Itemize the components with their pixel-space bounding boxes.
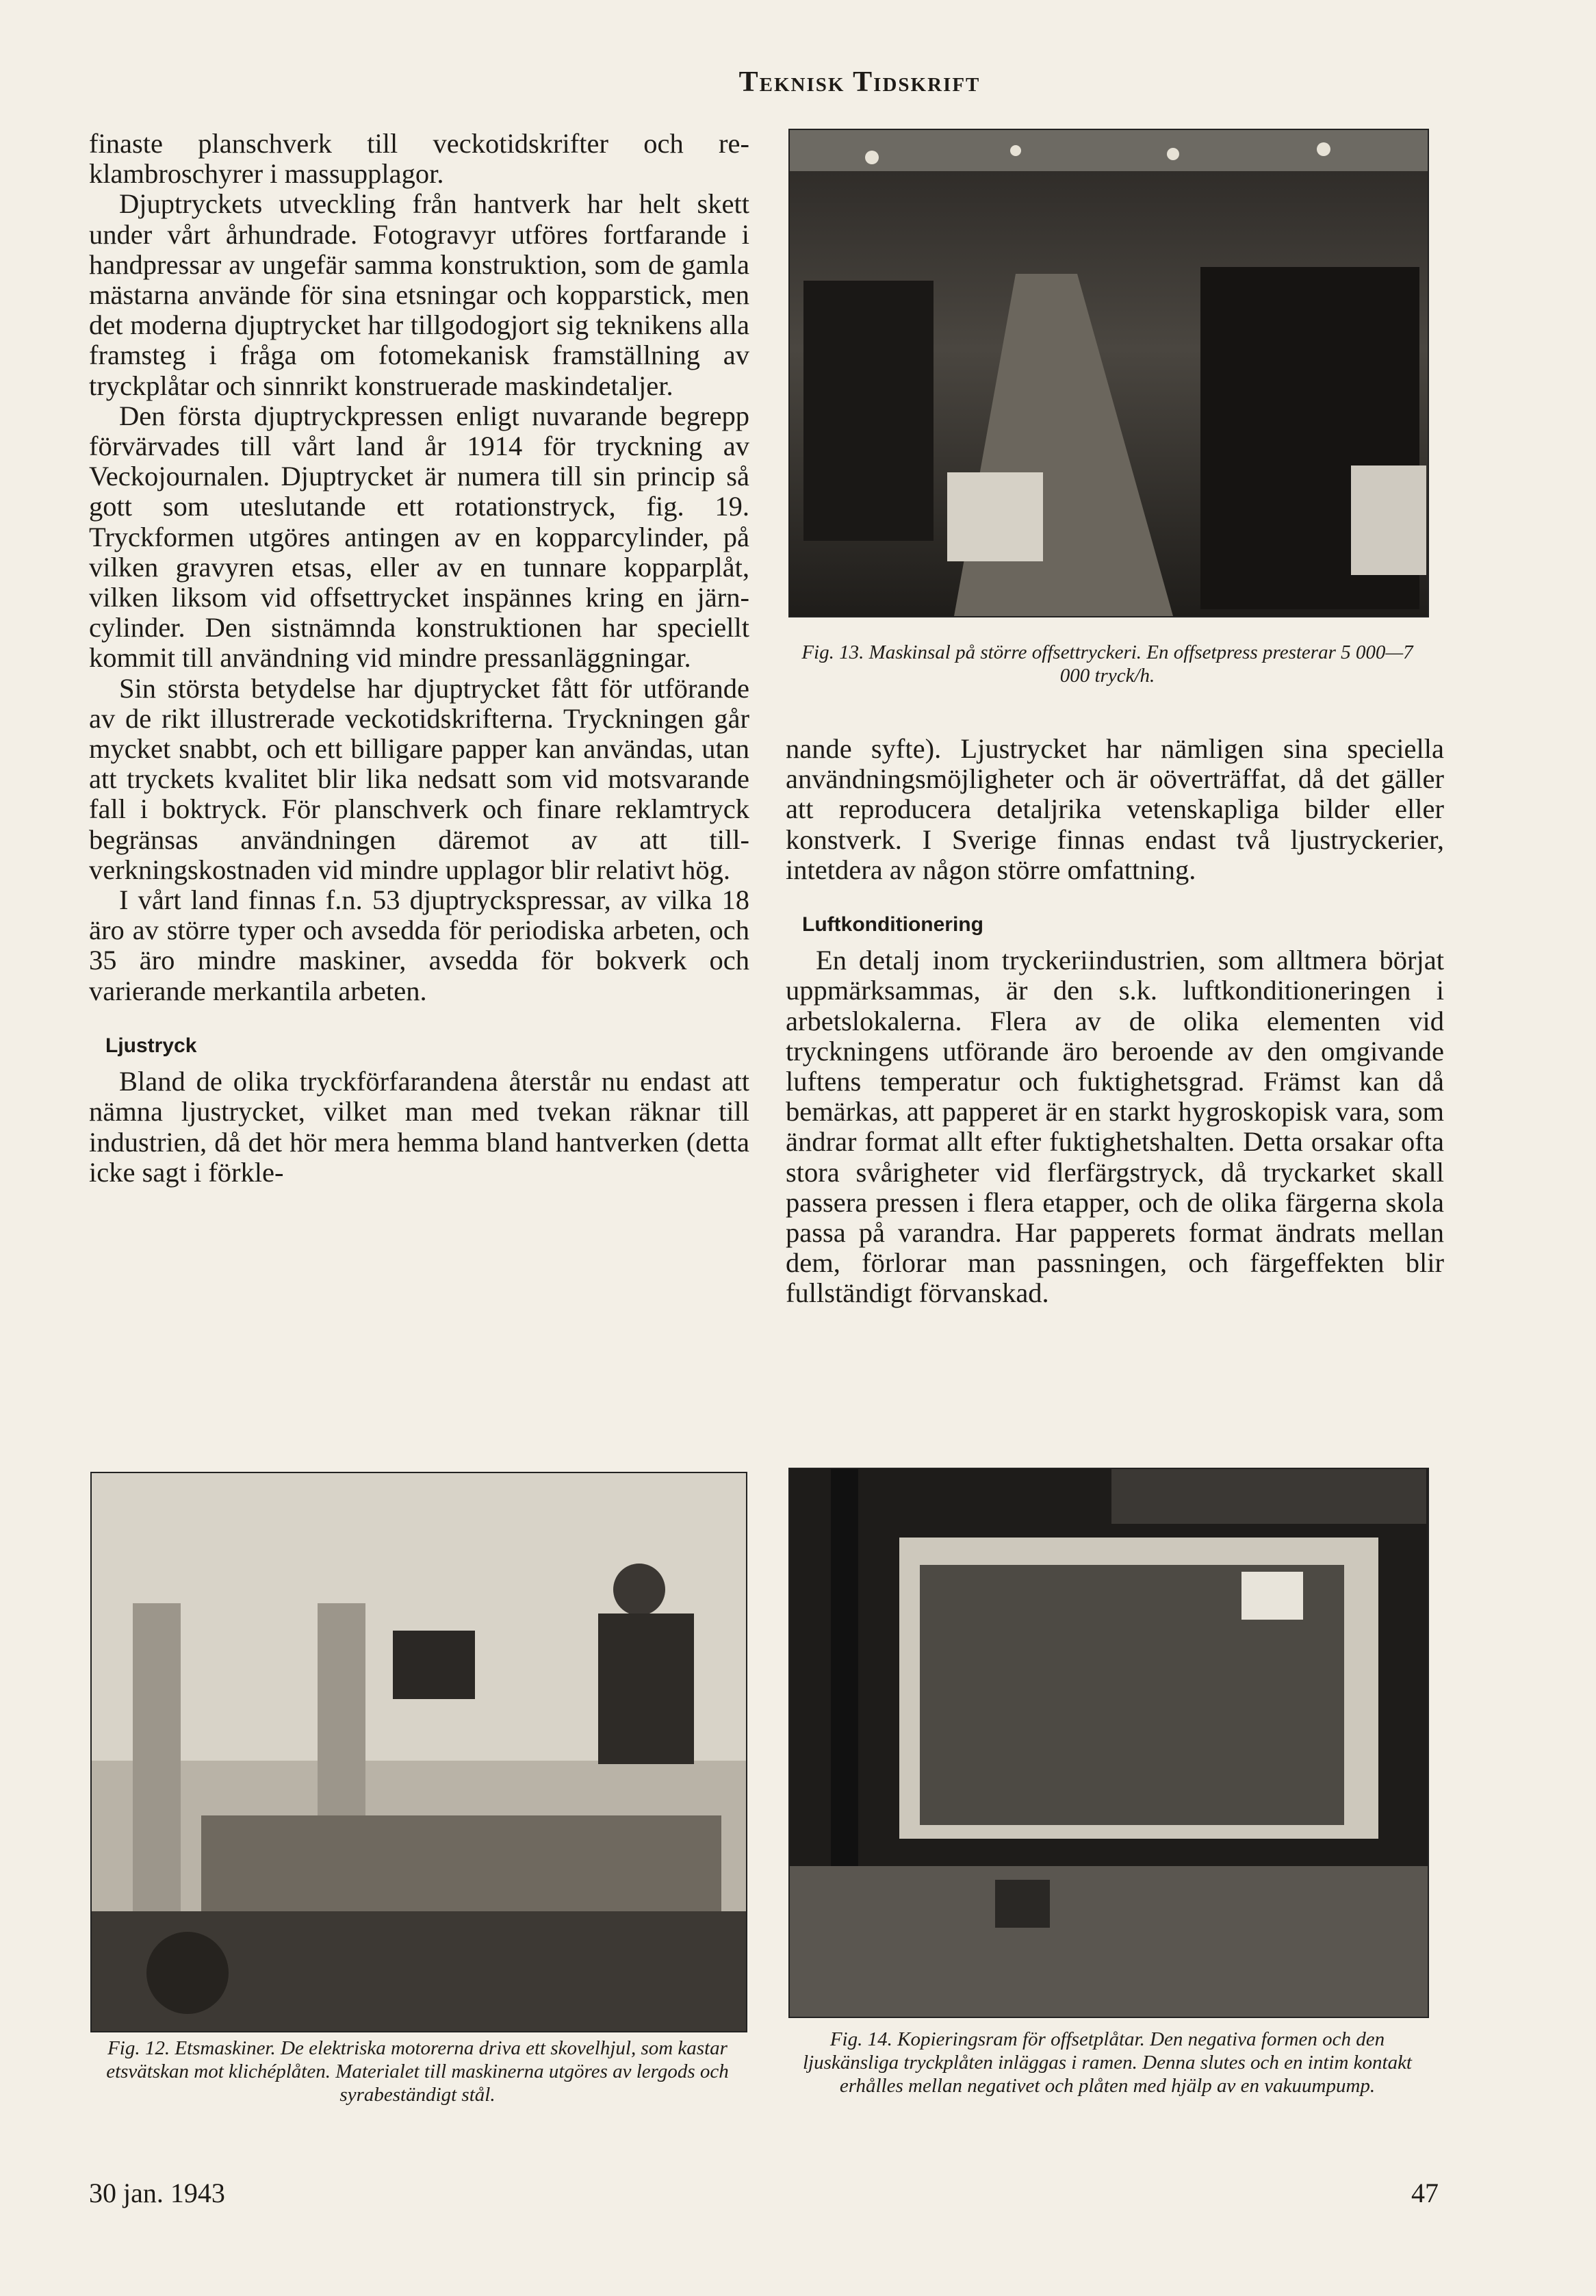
section-heading: Ljustryck <box>105 1034 197 1057</box>
paragraph: Bland de olika tryckförfarandena återstår nu endast att nämna ljustrycket, vilket man med tvekan räknar till industrien, då det hör mera hemma bland hantverken (detta icke sagt i förkle- <box>89 1066 749 1188</box>
fig14-photo <box>788 1468 1429 2018</box>
paragraph: I vårt land finnas f.n. 53 djuptryckspressar, av vilka 18 äro av större typer och avsedda för periodiska arbeten, och 35 äro mindre maskiner, avsedda för bokverk och varierande merkantila arbeten. <box>89 884 749 1006</box>
right-text-column <box>786 734 1444 1309</box>
issue-date: 30 jan. 1943 <box>89 2178 225 2208</box>
page-number: 47 <box>1411 2178 1439 2208</box>
paragraph: finaste planschverk till veckotidskrifter och reklambroschyrer i massupplagor. <box>89 128 749 190</box>
paragraph: Sin största betydelse har djuptrycket fått för utförande av de rikt illustrerade veckotidskrifterna. Tryckningen går mycket snabbt, och ett billigare papper kan användas, utan att tryckets kvalitet blir lika nedsatt som vid motsvarande fall i boktryck. För planschverk och finare reklamtryck begränsas användningen däremot av att tillverkningskostnaden vid mindre upplagor blir relativt hög. <box>89 672 749 885</box>
paragraph: Den första djuptryckpressen enligt nuvarande begrepp förvärvades till vårt land år 1914 för tryckning av Veckojournalen. Djuptrycket är numera till sin princip så gott som uteslutande ett rotationstryck, fig. 19. Tryckformen utgöres antingen av en kopparcylinder, på vilken gravyren etsas, eller av en tunnare kopparplåt, vilken liksom vid offsettrycket inspännes kring en järncylinder. Den sistnämnda konstruktionen har speciellt kommit till användning vid mindre pressanläggningar. <box>89 400 749 674</box>
left-text-column <box>89 129 749 1188</box>
paragraph: En detalj inom tryckeriindustrien, som alltmera börjat uppmärksammas, är den s.k. luftkonditioneringen i arbetslokalerna. Flera av de olika elementen vid tryckningens utförande äro beroende av den omgivande luftens temperatur och fuktighetsgrad. Främst kan då bemärkas, att papperet är en starkt hygroskopisk vara, som ändrar format allt efter fuktighetshalten. Detta orsakar ofta stora svårigheter vid flerfärgstryck, då tryckarket skall passera pressen i flera etapper, och de olika färgerna skola passa på varandra. Har papperets format ändrats mellan dem, förlorar man passningen, och färgeffekten blir fullständigt förvanskad. <box>786 945 1444 1309</box>
fig14-caption: Fig. 14. Kopieringsram för offsetplåtar. Den negativa formen och den ljuskänsliga tryckplåten inläggas i ramen. Denna slutes och en intim kontakt erhålles mellan negativet och plåten med hjälp av en vakuumpump. <box>802 2028 1412 2097</box>
paragraph: Djuptryckets utveckling från hantverk har helt skett under vårt århundrade. Fotogravyr utföres fortfarande i handpressar av ungefär samma konstruktion, som de gamla mästarna använde för sina etsningar och kopparstick, men det moderna djuptrycket har tillgodogjort sig teknikens alla framsteg i fråga om fotomekanisk framställning av tryckplåtar och sinnrikt konstruerade maskindetaljer. <box>89 188 749 401</box>
paragraph: nande syfte). Ljustrycket har nämligen sina speciella användningsmöjligheter och är oöverträffat, då det gäller att reproducera detaljrika vetenskapliga bilder eller konstverk. I Sverige finnas endast två ljustryckerier, intetdera av någon större omfattning. <box>786 733 1444 885</box>
fig13-photo <box>788 129 1429 617</box>
journal-title: Teknisk Tidskrift <box>738 66 981 98</box>
fig13-caption: Fig. 13. Maskinsal på större offsettryckeri. En offsetpress presterar 5 000—7 000 tryck/h. <box>801 641 1413 687</box>
fig12-photo <box>90 1472 747 2032</box>
section-heading: Luftkonditionering <box>802 913 983 936</box>
fig12-caption: Fig. 12. Etsmaskiner. De elektriska motorerna driva ett skovelhjul, som kastar etsvätskan mot klichéplåten. Materialet till maskinerna utgöres av lergods och syrabeständigt stål. <box>106 2037 729 2106</box>
